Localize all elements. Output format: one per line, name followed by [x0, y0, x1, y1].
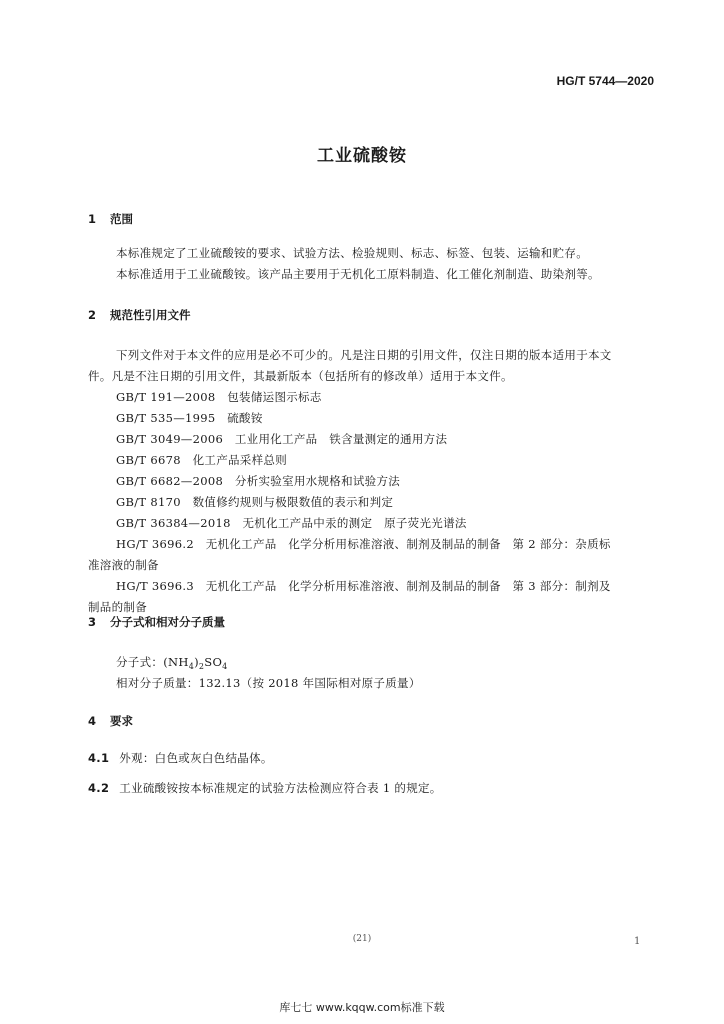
- clause-4-2-text: 工业硫酸铵按本标准规定的试验方法检测应符合表 1 的规定。: [119, 781, 442, 795]
- section-2-intro-line-1: 下列文件对于本文件的应用是必不可少的。凡是注日期的引用文件，仅注日期的版本适用于本文: [116, 348, 612, 362]
- formula-close: ): [194, 655, 199, 669]
- section-2-heading: [88, 307, 191, 323]
- standard-code: HG/T 5744—2020: [556, 74, 654, 88]
- formula-nh: (NH: [163, 655, 189, 669]
- section-2-title: 规范性引用文件: [110, 308, 191, 322]
- section-3-heading: [88, 614, 225, 630]
- reference-item: GB/T 191—2008 包装储运图示标志: [116, 390, 322, 404]
- reference-item-hg-3696-3-line-2: 制品的制备: [88, 600, 147, 614]
- section-1-paragraph-1: 本标准规定了工业硫酸铵的要求、试验方法、检验规则、标志、标签、包装、运输和贮存。: [116, 246, 588, 260]
- footer-watermark[interactable]: 库七七 www.kqqw.com标准下载: [279, 1001, 445, 1014]
- formula-subscript: 2: [198, 662, 205, 671]
- section-1-title: 范围: [110, 212, 133, 226]
- section-4-number: 4: [88, 714, 97, 728]
- relative-molecular-mass: 相对分子质量：132.13（按 2018 年国际相对原子质量）: [116, 676, 421, 690]
- document-title: 工业硫酸铵: [317, 146, 407, 166]
- molecular-formula: [116, 654, 228, 671]
- section-2-intro-line-2: 件。凡是不注日期的引用文件，其最新版本（包括所有的修改单）适用于本文件。: [88, 369, 513, 383]
- page-mark: (21): [352, 934, 372, 944]
- reference-item: GB/T 8170 数值修约规则与极限数值的表示和判定: [116, 495, 394, 509]
- section-2-number: 2: [88, 308, 97, 322]
- clause-4-1-number: 4.1: [88, 751, 110, 765]
- section-4-title: 要求: [110, 714, 133, 728]
- reference-item-hg-3696-3-line-1: HG/T 3696.3 无机化工产品 化学分析用标准溶液、制剂及制品的制备 第 3 部分：制剂及: [116, 579, 611, 593]
- reference-item-hg-3696-2-line-2: 准溶液的制备: [88, 558, 159, 572]
- reference-item: GB/T 36384—2018 无机化工产品中汞的测定 原子荧光光谱法: [116, 516, 467, 530]
- section-1-paragraph-2: 本标准适用于工业硫酸铵。该产品主要用于无机化工原料制造、化工催化剂制造、助染剂等。: [116, 267, 600, 281]
- clause-4-2-number: 4.2: [88, 781, 110, 795]
- section-4-heading: [88, 713, 133, 729]
- formula-so: SO: [204, 655, 223, 669]
- reference-item: GB/T 6678 化工产品采样总则: [116, 453, 288, 467]
- clause-4-1: [88, 750, 273, 766]
- page-number: 1: [634, 936, 641, 947]
- formula-subscript: 4: [188, 662, 195, 671]
- section-1-heading: [88, 211, 133, 227]
- section-1-number: 1: [88, 212, 97, 226]
- section-3-title: 分子式和相对分子质量: [110, 615, 225, 629]
- reference-item: GB/T 6682—2008 分析实验室用水规格和试验方法: [116, 474, 401, 488]
- reference-item: GB/T 535—1995 硫酸铵: [116, 411, 263, 425]
- clause-4-1-text: 外观：白色或灰白色结晶体。: [119, 751, 273, 765]
- section-3-number: 3: [88, 615, 97, 629]
- formula-label: 分子式：: [116, 655, 164, 669]
- reference-item-hg-3696-2-line-1: HG/T 3696.2 无机化工产品 化学分析用标准溶液、制剂及制品的制备 第 2 部分：杂质标: [116, 537, 611, 551]
- reference-item: GB/T 3049—2006 工业用化工产品 铁含量测定的通用方法: [116, 432, 448, 446]
- clause-4-2: [88, 780, 442, 796]
- formula-subscript: 4: [222, 662, 228, 671]
